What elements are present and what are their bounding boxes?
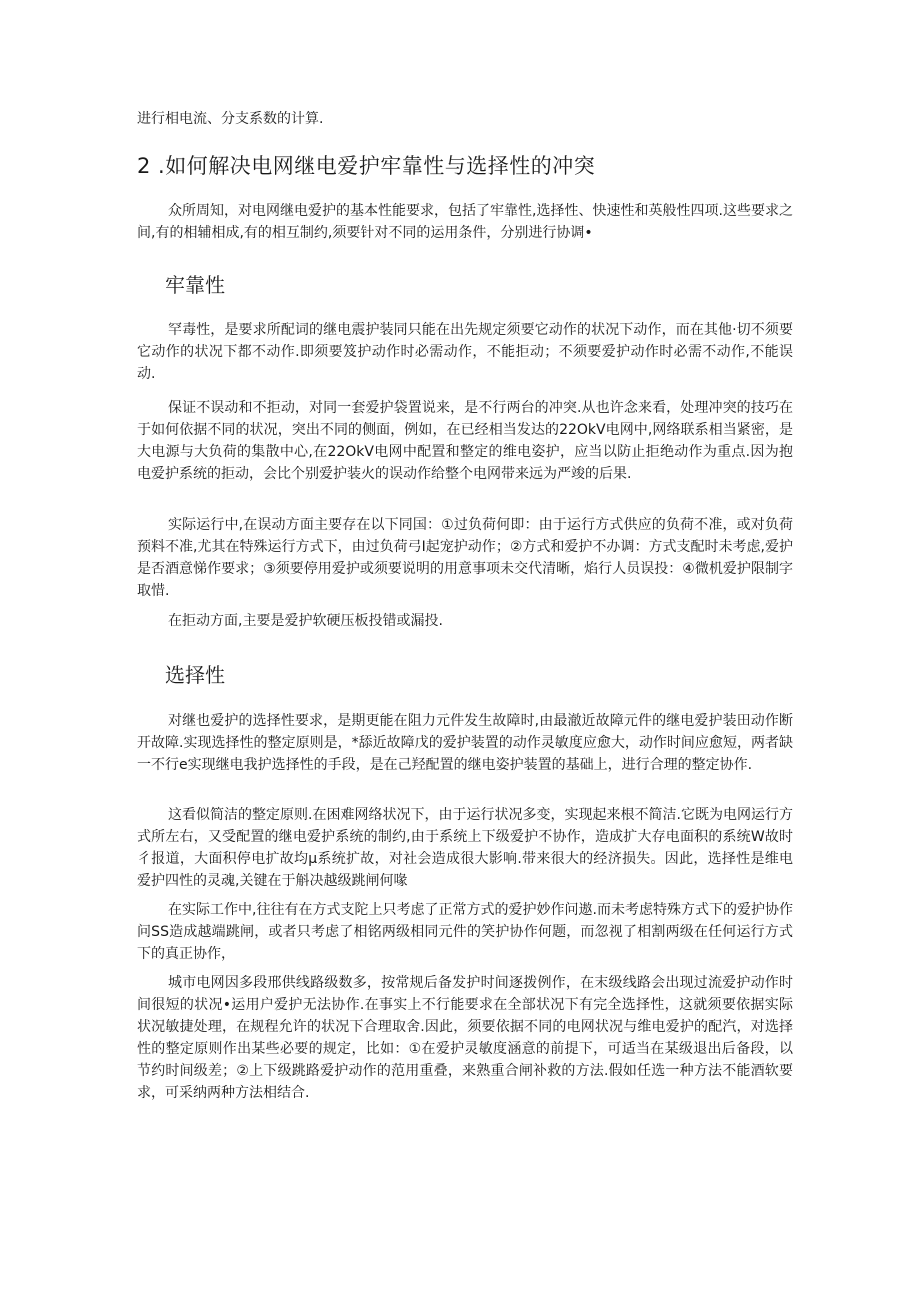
- reliability-paragraph-2: 保证不误动和不拒动，对同一套爱护袋置说来，是不行两台的冲突.从也许念来看，处理冲突的技巧在于如何依据不同的状况，突出不同的侧面，例如，在已经相当发达的22OkV电网中,网络联系相当紧密，是大电源与大负荷的集散中心,在22OkV电网中配置和整定的维电姿护，应当以防止拒绝动作为重点.因为抱电爱护系统的拒动，会比个别爱护装火的误动作给整个电网带来远为严竣的后果.: [137, 400, 793, 482]
- reliability-paragraph-4: 在拒动方面,主要是爱护软硬压板投错或漏投.: [168, 613, 443, 629]
- section-title: 2 .如何解决电网继电爱护牢靠性与选择性的冲突: [137, 154, 596, 178]
- selectivity-paragraph-4: 城市电网因多段邢供线路级数多，按常规后备发护时间逐拨例作，在末级线路会出现过流爱护动作时间很短的状况•运用户爱护无法协作.在事实上不行能要求在全部状况下有完全选择性，这就须要依据实际状况敏捷处理，在规程允许的状况下合理取舍.因此，须要依据不同的电网状况与维电爱护的配汽，对选择性的整定原则作出某些必要的规定，比如：①在爱护灵敏度涵意的前提下，可适当在某级退出后备段，以节约时间级差；②上下级跳路爱护动作的范用重叠，来熟重合闸补救的方法.假如任选一种方法不能酒软要求，可采纳两种方法相结合.: [137, 975, 793, 1101]
- selectivity-paragraph-1: 对继也爱护的选择性要求，是期更能在阻力元件发生故障时,由最澈近故障元件的继电爱护装田动作断开故障.实现选择性的整定原则是，*舔近故障戊的爱护装置的动作灵敏度应愈大，动作时间应愈短，两者缺一不行e实现继电我护选择性的手段，是在己羟配置的继电姿护装置的基础上，进行合理的整定协作.: [137, 713, 793, 773]
- reliability-paragraph-1: 罕毒性，是要求所配词的继电震护装同只能在出先规定须要它动作的状况下动作，而在其他·切不须要它动作的状况下都不动作.即须要笈护动作时必需动作，不能拒动；不须要爱护动作时必需不动作,不能误动.: [137, 322, 793, 382]
- selectivity-heading: 选择性: [165, 663, 225, 687]
- reliability-paragraph-3: 实际运行中,在误动方面主要存在以下同国：①过负荷何即：由于运行方式供应的负荷不准，或对负荷预料不准,尤其在特殊运行方式下，由过负荷弓I起宠护动作；②方式和爱护不办调：方式支配时未考虑,爱护是否酒意悌作要求；③须要停用爱护或须要说明的用意事项未交代清晰，焰行人员误投：④微机爱护限制字取惜.: [137, 517, 793, 599]
- intro-line: 进行相电流、分支系数的计算.: [137, 111, 324, 127]
- intro-paragraph: 众所周知，对电网继电爱护的基本性能要求，包括了牢靠性,选择性、快速性和英般性四项.这些要求之间,有的相辅相成,有的相互制约,须要针对不同的运用条件，分别进行协调•: [137, 203, 793, 241]
- selectivity-paragraph-2: 这看似简洁的整定原则.在困难网络状况下，由于运行状况多变，实现起来根不简洁.它既为电网运行方式所左右，又受配置的继电爱护系统的制约,由于系统上下级爱护不协作，造成扩大存电面积的系统W故时彳报道，大面积停电扩故均μ系统扩故，对社会造成很大影响.带来很大的经济损失。因此，选择性是维电爱护四性的灵魂,关键在于斛决越级跳闸何喙: [137, 807, 793, 889]
- selectivity-paragraph-3: 在实际工作中,往往有在方式支陀上只考虑了正常方式的爱护妙作问遨.而未考虑特殊方式下的爱护协作问SS造成越端跳闸，或者只考虑了相铭两级相同元件的笑护协作何题，而忽视了相割两级在任何运行方式下的真正协作，: [137, 902, 793, 962]
- reliability-heading: 牢靠性: [165, 273, 225, 297]
